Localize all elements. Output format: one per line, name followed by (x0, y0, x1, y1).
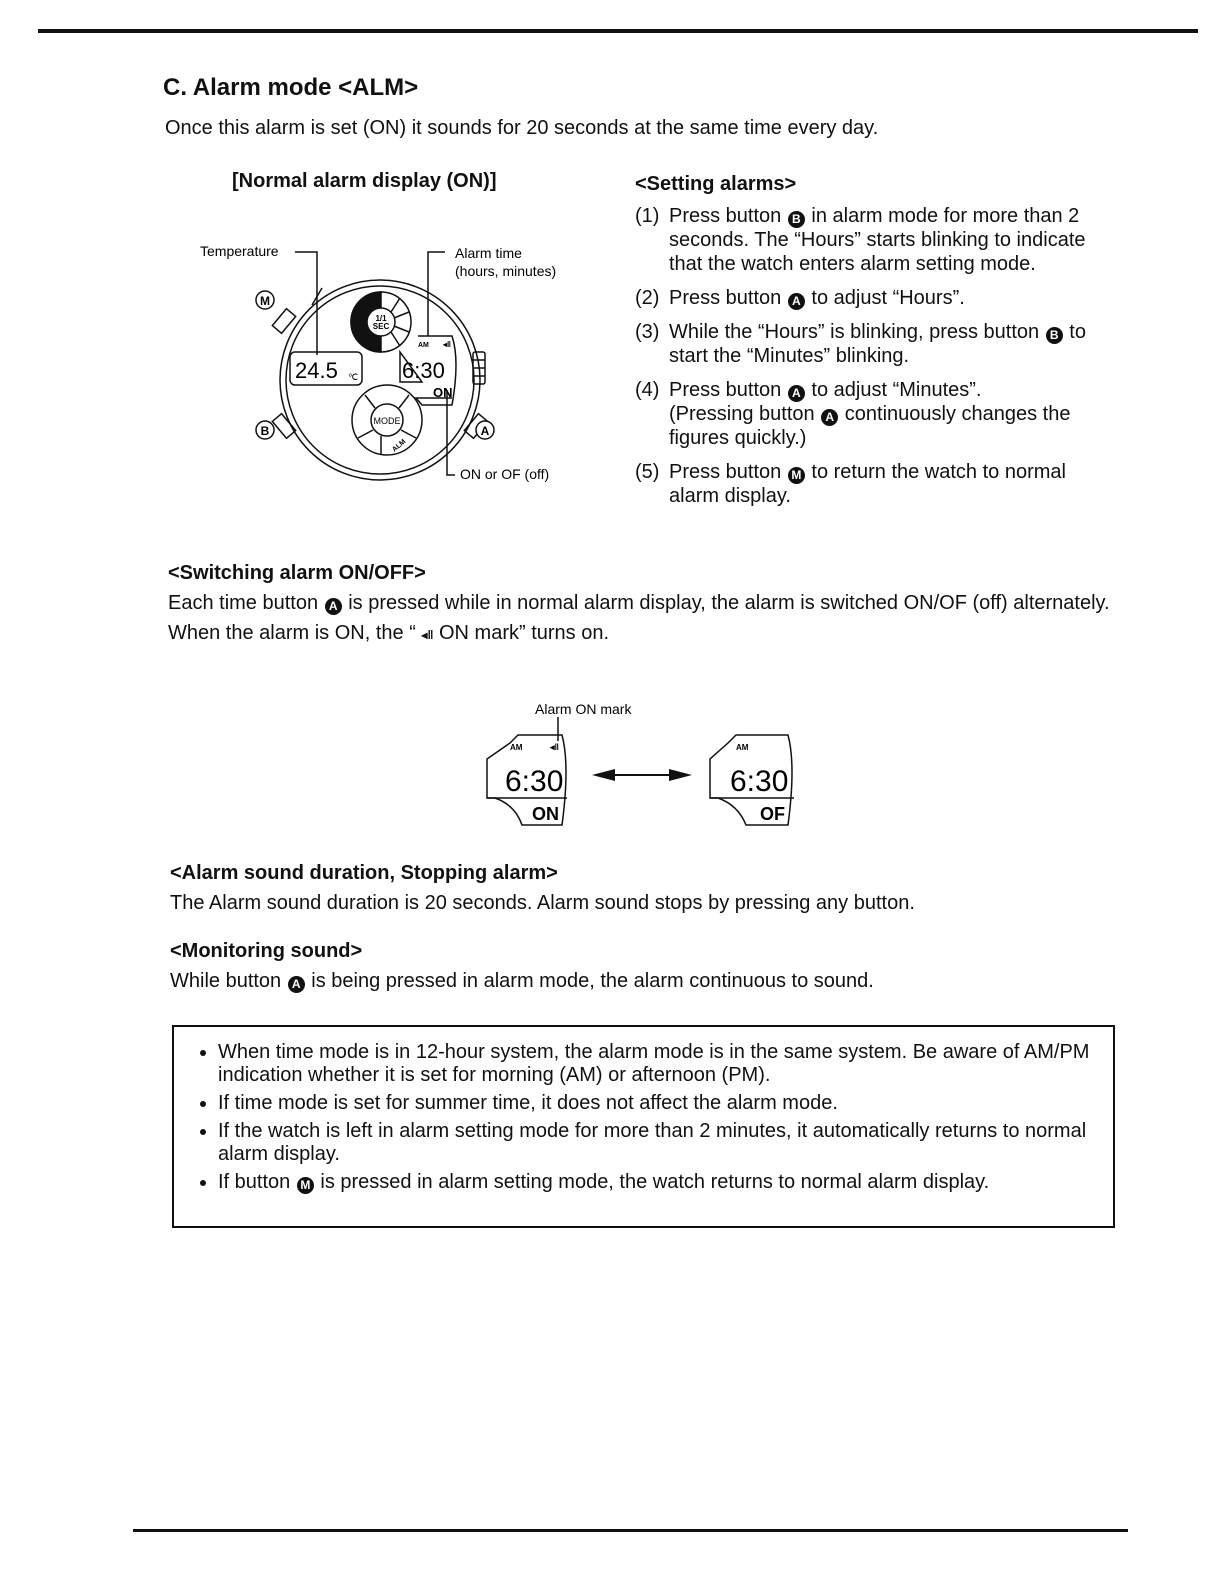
duration-title: <Alarm sound duration, Stopping alarm> (170, 862, 558, 884)
step-text: (Pressing button (669, 403, 821, 425)
label-on-off: ON or OF (off) (460, 466, 550, 482)
watch-diagram (190, 230, 580, 490)
bottom-rule (133, 1529, 1128, 1532)
alarm-time-off: 6:30 (730, 765, 789, 798)
alarm-on-mark-icon: ◂ǁ (550, 742, 559, 752)
temperature-unit: ℃ (348, 372, 359, 382)
alm-label: ALM (391, 438, 408, 454)
step-4 (635, 378, 1115, 450)
monitoring-text (170, 969, 1120, 993)
sec-label: 1/1 (375, 314, 387, 323)
button-m-icon: M (788, 467, 805, 484)
am-indicator: AM (736, 743, 749, 752)
alarm-state-on: ON (532, 804, 559, 824)
step-5 (635, 460, 1115, 508)
text: If button (218, 1171, 296, 1193)
step-2 (635, 286, 1115, 310)
step-number: (5) (635, 461, 660, 483)
step-text: to adjust “Minutes”. (805, 379, 982, 401)
step-number: (1) (635, 205, 660, 227)
step-text: to adjust “Hours”. (805, 287, 965, 309)
alarm-on-mark-label: Alarm ON mark (535, 701, 632, 717)
button-a-icon: A (325, 598, 342, 615)
button-b-icon: B (788, 211, 805, 228)
temperature-value: 24.5 (295, 358, 338, 383)
normal-display-title: [Normal alarm display (ON)] (232, 170, 497, 192)
on-off-diagram (470, 695, 830, 835)
mode-label: MODE (373, 416, 401, 426)
duration-text: The Alarm sound duration is 20 seconds. Alarm sound stops by pressing any button. (170, 892, 915, 914)
step-number: (4) (635, 379, 660, 401)
duration-section (170, 862, 1120, 915)
button-m-icon: M (297, 1177, 314, 1194)
alarm-on-mark-icon: ◂ǁ (443, 340, 451, 349)
monitoring-section (170, 940, 1120, 993)
label-temperature: Temperature (200, 243, 279, 259)
button-a-label: A (480, 424, 490, 438)
alarm-time-on: 6:30 (505, 765, 564, 798)
note-item: • When time mode is in 12-hour system, the alarm mode is in the same system. Be aware of AM/PM indication whether it is set for morning (AM) or afternoon (PM). (218, 1041, 1093, 1087)
notes-box (172, 1025, 1115, 1228)
button-m-label: M (260, 294, 270, 308)
note-item: • If time mode is set for summer time, it does not affect the alarm mode. (218, 1092, 1093, 1115)
button-b-icon: B (1046, 327, 1063, 344)
step-text: continuously changes the figures quickly.) (669, 403, 1071, 449)
step-number: (3) (635, 321, 660, 343)
step-text: Press button (669, 287, 787, 309)
switching-section (168, 562, 1118, 647)
text: While button (170, 970, 287, 992)
intro-text: Once this alarm is set (ON) it sounds for 20 seconds at the same time every day. (165, 117, 879, 139)
step-text: to return the watch to normal alarm display. (669, 461, 1066, 507)
step-text: Press button (669, 461, 787, 483)
button-a-icon: A (788, 385, 805, 402)
section-heading: C. Alarm mode <ALM> (163, 74, 419, 101)
setting-alarms (635, 173, 1115, 518)
step-text: Press button (669, 205, 787, 227)
switching-para-2 (168, 621, 1118, 647)
button-a-icon: A (288, 976, 305, 993)
monitoring-title: <Monitoring sound> (170, 940, 363, 962)
button-a-icon: A (788, 293, 805, 310)
alarm-state: ON (433, 385, 453, 400)
text: is pressed in alarm setting mode, the watch returns to normal alarm display. (314, 1171, 990, 1193)
alarm-time: 6:30 (402, 358, 445, 383)
step-3 (635, 320, 1115, 368)
text: Each time button (168, 592, 324, 614)
text: is pressed while in normal alarm display, the alarm is switched ON/OF (off) alternately. (342, 592, 1110, 614)
step-text: Press button (669, 379, 787, 401)
step-number: (2) (635, 287, 660, 309)
note-item: • If the watch is left in alarm setting mode for more than 2 minutes, it automatically returns to normal alarm display. (218, 1120, 1093, 1166)
note-item (218, 1171, 1093, 1194)
step-1 (635, 204, 1115, 276)
button-a-icon: A (821, 409, 838, 426)
alarm-state-off: OF (760, 804, 785, 824)
am-indicator: AM (418, 342, 429, 349)
step-text: to start the “Minutes” blinking. (669, 321, 1086, 367)
sec-label-2: SEC (372, 322, 390, 331)
alarm-on-mark-icon: ◂ǁ (421, 628, 434, 642)
text: When the alarm is ON, the “ (168, 622, 422, 644)
switching-title: <Switching alarm ON/OFF> (168, 562, 426, 584)
text: is being pressed in alarm mode, the alarm continuous to sound. (305, 970, 874, 992)
button-b-label: B (260, 424, 270, 438)
switching-para-1 (168, 591, 1118, 615)
text: ON mark” turns on. (433, 622, 610, 644)
top-rule (38, 29, 1198, 33)
step-text: in alarm mode for more than 2 seconds. The “Hours” starts blinking to indicate that the watch enters alarm setting mode. (669, 205, 1086, 275)
am-indicator: AM (510, 743, 523, 752)
label-alarm-time: Alarm time (455, 245, 522, 261)
label-alarm-time-2: (hours, minutes) (455, 263, 557, 279)
setting-title: <Setting alarms> (635, 173, 797, 195)
step-text: While the “Hours” is blinking, press button (669, 321, 1045, 343)
